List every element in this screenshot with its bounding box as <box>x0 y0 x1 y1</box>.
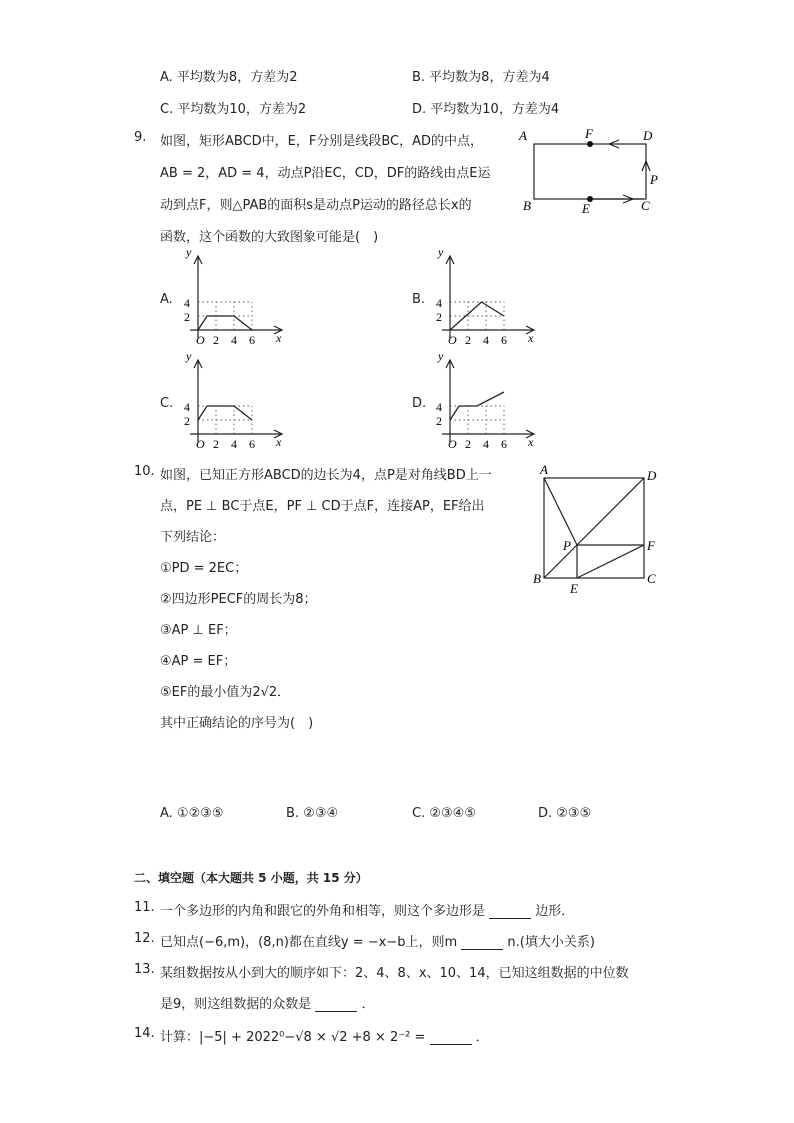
q10-option-d: D. ②③⑤ <box>538 806 592 821</box>
q10-text-line1: 如图，已知正方形ABCD的边长为4，点P是对角线BD上一 <box>160 468 492 483</box>
x-axis-label: x <box>276 331 282 345</box>
q14-text-before: 计算：|−5| + 2022⁰−√8 × √2 +8 × 2⁻² = <box>160 1030 426 1045</box>
q12-text <box>160 931 595 950</box>
y-tick-label: 2 <box>184 414 190 428</box>
x-tick-label: 6 <box>501 333 507 347</box>
q10-text-line3: 下列结论： <box>160 530 226 545</box>
q9-graph-d <box>428 348 538 452</box>
q12-text-before: 已知点(−6,m)，(8,n)都在直线y = −x−b上，则m <box>160 935 458 950</box>
y-axis-label: y <box>186 349 192 363</box>
q9-graph-c <box>176 348 286 452</box>
q10-question: 其中正确结论的序号为( ) <box>160 716 314 731</box>
q14-number: 14. <box>134 1026 155 1041</box>
q10-conclusion-5: ⑤EF的最小值为2√2． <box>160 685 291 700</box>
q10-conclusion-1: ①PD = 2EC； <box>160 561 248 576</box>
y-tick-label: 2 <box>436 310 442 324</box>
x-tick-label: 4 <box>483 437 489 451</box>
q12-number: 12. <box>134 931 155 946</box>
segment-ap <box>544 478 577 545</box>
q12-answer-blank[interactable] <box>461 935 503 950</box>
q8-option-c: C. 平均数为10，方差为2 <box>160 102 307 117</box>
label-d: D <box>643 128 653 143</box>
rectangle-abcd <box>534 144 646 199</box>
label-p: P <box>650 172 658 187</box>
q13-text-line2 <box>160 993 375 1012</box>
q9-option-c-label: C. <box>160 396 174 411</box>
x-tick-label: 2 <box>213 437 219 451</box>
q9-text-line1: 如图，矩形ABCD中，E，F分别是线段BC，AD的中点， <box>160 134 484 149</box>
q8-option-b: B. 平均数为8，方差为4 <box>412 70 550 85</box>
label-f: F <box>585 126 593 141</box>
q10-option-a: A. ①②③⑤ <box>160 806 224 821</box>
graph-curve <box>198 316 252 330</box>
q13-text-after: ． <box>361 997 375 1012</box>
y-tick-label: 4 <box>184 296 190 310</box>
q12-text-after: n.(填大小关系) <box>507 935 595 950</box>
x-tick-label: 4 <box>231 437 237 451</box>
x-tick-label: 2 <box>213 333 219 347</box>
segment-ef <box>577 545 644 578</box>
label-a: A <box>519 128 527 143</box>
q11-text-before: 一个多边形的内角和跟它的外角和相等，则这个多边形是 <box>160 904 486 919</box>
x-tick-label: 6 <box>249 333 255 347</box>
origin-label: O <box>448 333 457 347</box>
x-tick-label: 2 <box>465 437 471 451</box>
origin-label: O <box>448 437 457 451</box>
y-axis-label: y <box>186 245 192 259</box>
q10-conclusion-2: ②四边形PECF的周长为8； <box>160 592 317 607</box>
label-c: C <box>641 198 650 213</box>
q10-conclusion-4: ④AP = EF； <box>160 654 237 669</box>
y-tick-label: 2 <box>184 310 190 324</box>
q14-text <box>160 1026 489 1045</box>
y-tick-label: 4 <box>184 400 190 414</box>
q13-text-line1: 某组数据按从小到大的顺序如下：2、4、8、x、10、14，已知这组数据的中位数 <box>160 966 629 981</box>
q10-option-b: B. ②③④ <box>286 806 339 821</box>
label-c: C <box>647 571 656 586</box>
q13-text-before: 是9，则这组数据的众数是 <box>160 997 312 1012</box>
q13-answer-blank[interactable] <box>315 997 357 1012</box>
q9-number: 9. <box>134 130 147 145</box>
q9-rectangle-figure <box>515 124 665 219</box>
label-e: E <box>570 581 578 596</box>
x-tick-label: 2 <box>465 333 471 347</box>
label-b: B <box>533 571 541 586</box>
q9-text-line3: 动到点F，则△PAB的面积s是动点P运动的路径总长x的 <box>160 198 472 213</box>
y-tick-label: 4 <box>436 296 442 310</box>
q10-square-figure <box>530 462 670 597</box>
graph-curve <box>198 406 252 420</box>
q9-graph-b <box>428 244 538 348</box>
q10-option-c: C. ②③④⑤ <box>412 806 476 821</box>
label-e: E <box>582 201 590 216</box>
origin-label: O <box>196 333 205 347</box>
q14-text-after: ． <box>475 1030 489 1045</box>
diagonal-bd <box>544 478 644 578</box>
x-axis-label: x <box>276 435 282 449</box>
x-tick-label: 6 <box>501 437 507 451</box>
q9-text-line2: AB = 2，AD = 4，动点P沿EC，CD，DF的路线由点E运 <box>160 166 491 181</box>
q9-graph-a <box>176 244 286 348</box>
x-axis-label: x <box>528 331 534 345</box>
label-p: P <box>563 538 571 553</box>
section-2-title: 二、填空题（本大题共 5 小题，共 15 分） <box>134 871 368 885</box>
y-axis-label: y <box>438 349 444 363</box>
y-axis-label: y <box>438 245 444 259</box>
label-f: F <box>647 538 655 553</box>
x-tick-label: 4 <box>231 333 237 347</box>
y-tick-label: 4 <box>436 400 442 414</box>
q14-answer-blank[interactable] <box>430 1030 472 1045</box>
q11-text <box>160 900 574 919</box>
q10-number: 10. <box>134 464 155 479</box>
q9-option-a-label: A. <box>160 292 173 307</box>
x-tick-label: 6 <box>249 437 255 451</box>
q13-number: 13. <box>134 962 155 977</box>
label-d: D <box>647 468 657 483</box>
x-axis-label: x <box>528 435 534 449</box>
q10-text-line2: 点，PE ⊥ BC于点E，PF ⊥ CD于点F，连接AP，EF给出 <box>160 499 485 514</box>
label-b: B <box>523 198 531 213</box>
q9-option-d-label: D. <box>412 396 427 411</box>
label-a: A <box>540 462 548 477</box>
q9-option-b-label: B. <box>412 292 426 307</box>
q11-number: 11. <box>134 900 155 915</box>
q11-text-after: 边形． <box>535 904 575 919</box>
point-f <box>587 141 593 147</box>
q10-conclusion-3: ③AP ⊥ EF； <box>160 623 237 638</box>
q8-option-d: D. 平均数为10，方差为4 <box>412 102 560 117</box>
y-tick-label: 2 <box>436 414 442 428</box>
x-tick-label: 4 <box>483 333 489 347</box>
q8-option-a: A. 平均数为8，方差为2 <box>160 70 298 85</box>
q9-text-line4: 函数，这个函数的大致图象可能是( ) <box>160 230 379 245</box>
origin-label: O <box>196 437 205 451</box>
q11-answer-blank[interactable] <box>489 904 531 919</box>
